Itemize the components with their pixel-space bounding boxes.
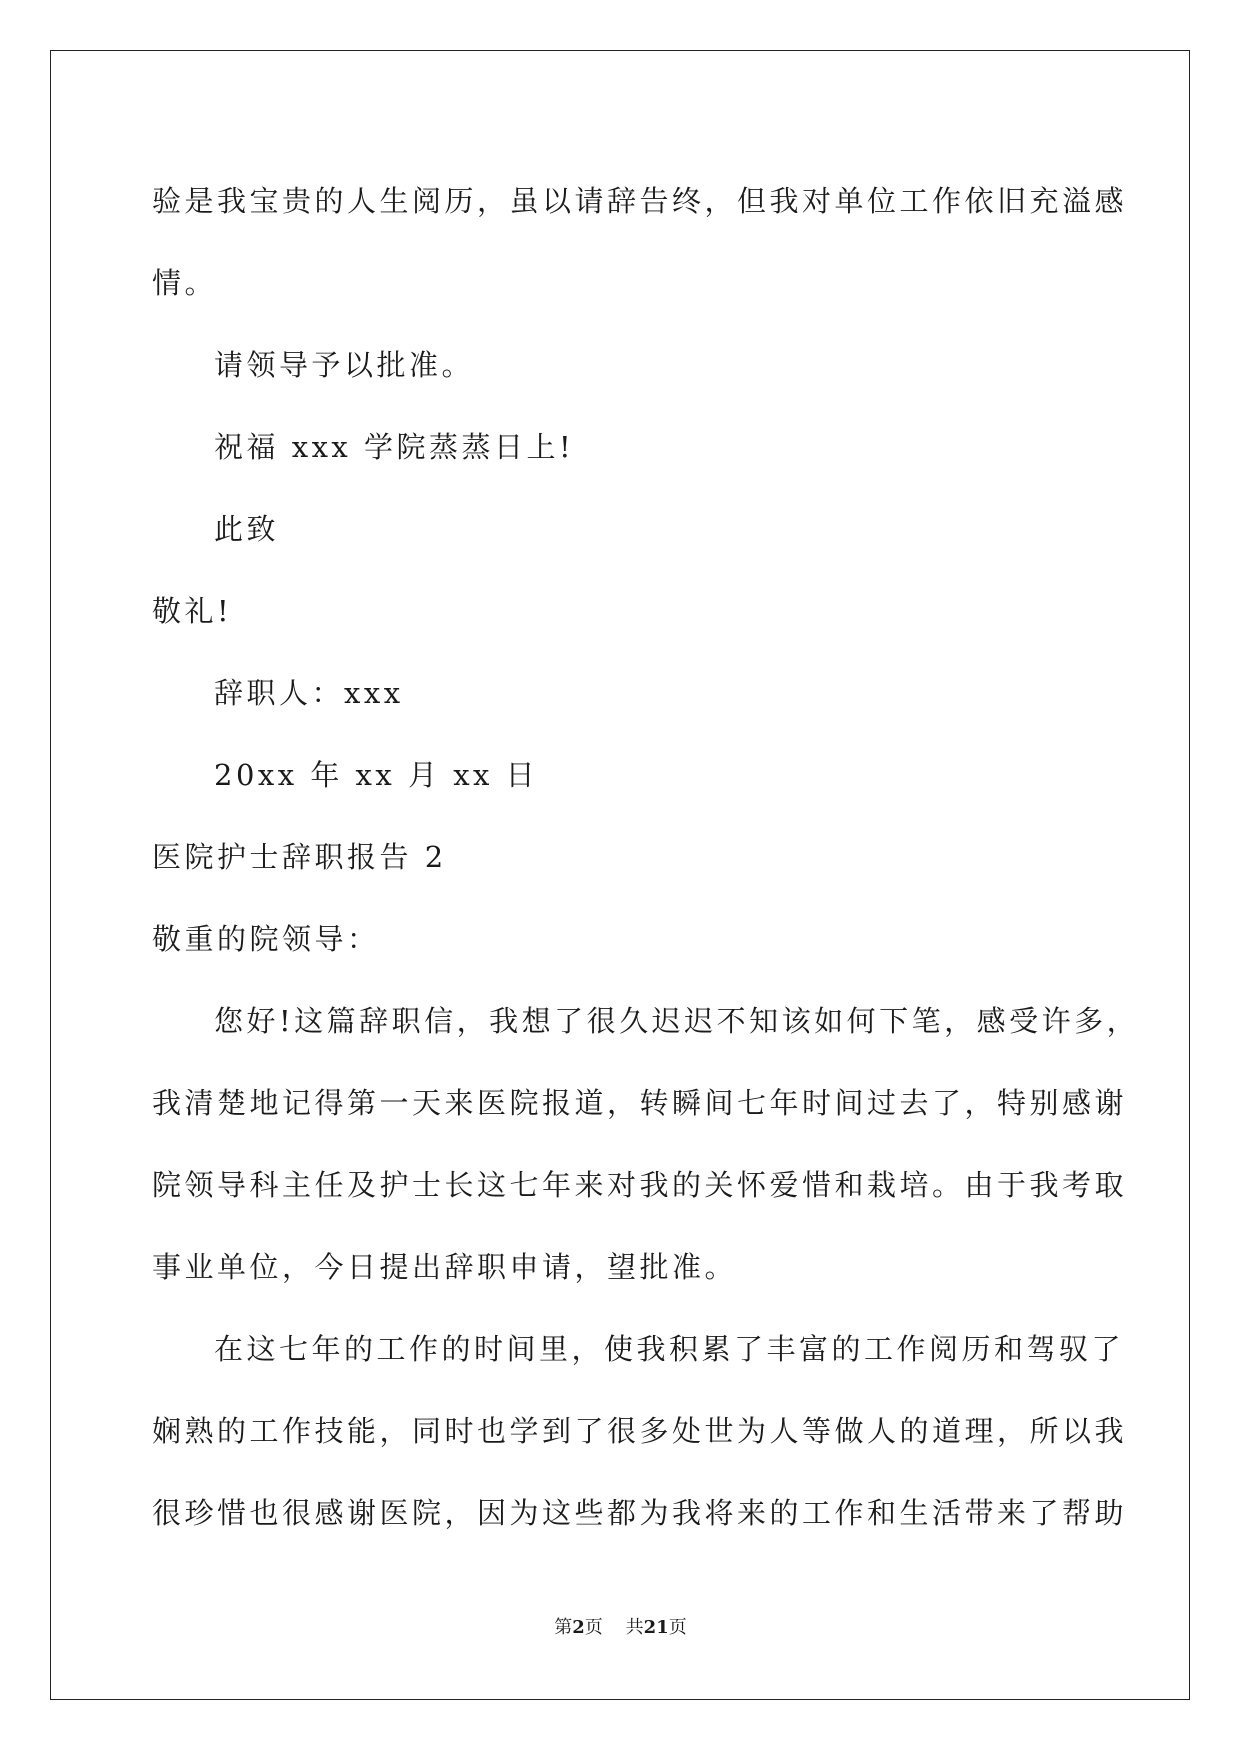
text-line: 20xx 年 xx 月 xx 日: [214, 758, 539, 792]
text-line: 事业单位，今日提出辞职申请，望批准。: [152, 1250, 738, 1284]
footer-total-unit: 页: [668, 1617, 687, 1638]
text-line: 此致: [214, 512, 280, 546]
text-line: 院领导科主任及护士长这七年来对我的关怀爱惜和栽培。由于我考取: [152, 1168, 1128, 1202]
text-line: 敬重的院领导：: [152, 922, 380, 956]
text-line: 敬礼!: [152, 594, 233, 628]
text-line: 在这七年的工作的时间里，使我积累了丰富的工作阅历和驾驭了: [214, 1332, 1125, 1366]
page-footer: [0, 1616, 1241, 1640]
text-line: 验是我宝贵的人生阅历，虽以请辞告终，但我对单位工作依旧充溢感: [152, 184, 1128, 218]
total-page-number: 21: [643, 1617, 669, 1638]
footer-total-prefix: 共: [625, 1617, 644, 1638]
footer-prefix: 第: [554, 1617, 573, 1638]
text-line: 娴熟的工作技能，同时也学到了很多处世为人等做人的道理，所以我: [152, 1414, 1128, 1448]
footer-page-unit: 页: [584, 1617, 603, 1638]
text-line: 医院护士辞职报告 2: [152, 840, 447, 874]
text-line: 情。: [152, 266, 218, 300]
text-line: 请领导予以批准。: [214, 348, 475, 382]
text-line: 很珍惜也很感谢医院，因为这些都为我将来的工作和生活带来了帮助: [152, 1496, 1128, 1530]
text-line: 我清楚地记得第一天来医院报道，转瞬间七年时间过去了，特别感谢: [152, 1086, 1128, 1120]
text-line: 您好!这篇辞职信，我想了很久迟迟不知该如何下笔，感受许多，: [214, 1004, 1140, 1038]
text-line: 辞职人：xxx: [214, 676, 404, 710]
document-body: [152, 160, 1140, 1554]
text-line: 祝福 xxx 学院蒸蒸日上!: [214, 430, 575, 464]
current-page-number: 2: [572, 1617, 585, 1638]
